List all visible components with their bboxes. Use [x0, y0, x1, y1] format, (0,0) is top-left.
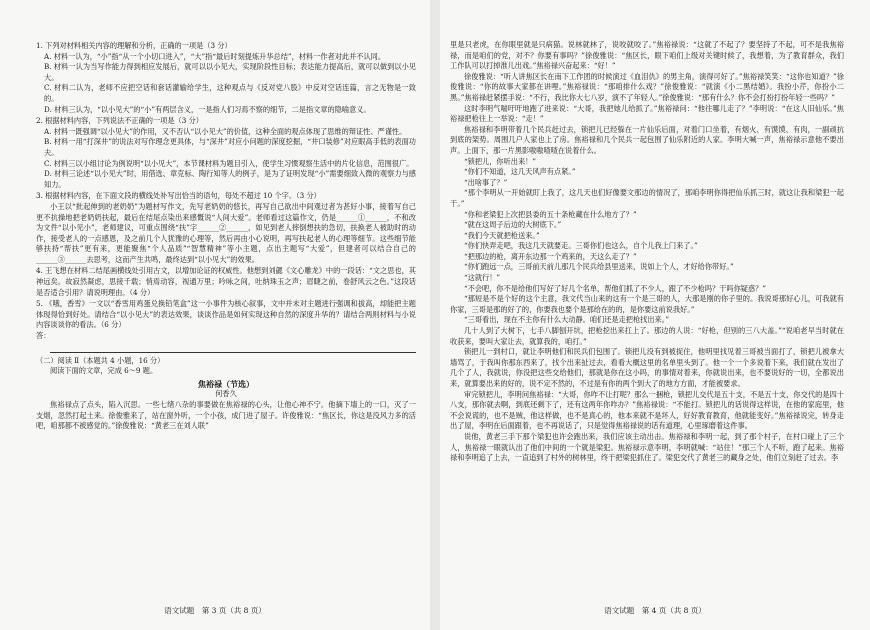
article-paragraph: 里是只老虎，在你眼里就是只病猫。说林就林了，说咬就咬了。”焦裕禄说：“这就了不起了？要坚持了不起，可不是我焦裕禄，而是咱们的党，对不？你要有事吗？”徐俊雅说：“焦区长，眼下咱们上级对关键时候了，我想着，为了教育群众，我们工作队可以打掉淮儿出戏。”焦裕禄兴奋起来：“好！” — [450, 40, 844, 71]
q2-option-a: A. 材料一既强调“以小见大”的作用，又不否认“以小见大”的价值，这种全面的观点体现了思维的辩证性、严谨性。 — [44, 126, 407, 136]
answer-line — [50, 343, 416, 353]
dialogue-line: “你和老梁犯上次把县委的五十条枪藏在什么地方了？” — [464, 209, 637, 219]
article-paragraph-1: 焦裕禄点了点头，陷入沉思。一些七绪八杂的事要做在焦裕禄的心头，让他心神不宁。他摘下墙上的一口，灭了一支烟，忽然打起土来。徐俊雅来了，站在窗外听，一个小孩，成门进了屋子。许俊雅说：“焦区长，你这是没风力多的活吧，咱那都不被感觉的。”徐俊雅说：“黄老三在刘人联” — [36, 400, 416, 431]
dialogue-line: “不会吧，你不是给他们写好了好几个名单，帮他们抓了不少人，跟了不少枪吗？干吗你疑惑？” — [464, 283, 767, 293]
dialogue-line: “你们快弄走吧，我这几天就要走。三哥你们也这么，自个儿我上门来了。” — [464, 241, 698, 251]
dialogue-line: “这就行！” — [464, 273, 501, 283]
page-4-footer: 语文试题 第 4 页（共 8 页） — [604, 606, 706, 615]
article-paragraph: 这时李明气喘吁吁地跑了进来说：“大哥，我把她儿给抓了。”焦裕禄问：“他往哪儿走了？”李明说：“在这人旧仙乐。”焦裕禄把枪往上一举说：“走！” — [450, 103, 844, 124]
exam-page-4 — [440, 0, 870, 630]
article-title: 焦裕禄（节选） — [198, 378, 254, 389]
q1-option-d: D. 材料三认为，“以小见大”的“小”有两层含义，一是指人们习焉不察的细节，二是指文章的隐喻意义。 — [44, 104, 371, 114]
article-paragraph: 焦裕禄和李明带着几个民兵赶过去，锁把儿已经躲在一片仙乐后面，对着门口坐着，有烟火、有馍馍、有肉，一副顽抗到底的架势。周围几户人家也上了房。焦裕禄和几个民兵一起包围了仙乐附近的人家。李明大喊一声，焦裕禄示意他不要出声。上面下，那一片黑影嗷嗷喳喳在说着什么。 — [450, 124, 844, 155]
page-4-content — [450, 40, 844, 464]
dialogue-line: “三哥看出，现在不主你有什么大动静。咱们还是走把枪找出来。” — [464, 315, 670, 325]
dialogue-line: “那个李明从一开始就盯上我了，这几天也们好像要文那边的情况了，那咱李明你得把仙乐抓三时，就这让我和梁犯一起干。” — [450, 188, 844, 208]
page-3-footer: 语文试题 第 3 页（共 8 页） — [164, 606, 266, 615]
reading-instruction: 阅读下面的文章，完成 6～9 题。 — [50, 366, 158, 376]
article-paragraph: 几十人到了大树下，七手八脚刨开坑，把枪挖出来扛上了。那边的人说：“好枪，但别的三八大盖。”“说咱老早当时就在收获来，要叫大家让去，就算我的，咱打。” — [450, 326, 844, 346]
q3-passage: 小王以“批起伸到的老奶奶”为题材写作文，先写老奶奶的悠长，再写自己欲出中间观过者为甚好小事，接着写自己更不抗操地把老奶奶扶起，最后在结尾点染出来感慨说“人间大爱”。老师看过这篇作文，仍是______①______，不和改为文件“以小见小”，老师建议，可重点围绕“扶”字______②______，如见到老人摔倒想扶的急切，扶换老人被助时的动作，接受老人的一点感恩，及之前几个人犹豫的心理等，然后再由小心说明，再写扶起老人的心理等细节。这些细节能够扶持“帮扶”更有来，更能聚焦“个人品质”“智慧精神”等小主题，点出主题写“大爱”，但建者可以结合自己的______③______去思考，这而产生共鸣，最终达到“以小见大”的效果。 — [36, 201, 416, 264]
q2-option-d: D. 材料三论述“以小见大”时，用借选、章克标、陶行知等人的例子，是为了证明发现“小”需要细致入微的观察力与感知力。 — [44, 169, 416, 189]
question-2: 2. 根据材料内容，下列说法不正确的一项是（3 分） — [36, 116, 203, 126]
article-paragraph: 说他，黄老三手下那个梁犯也许会跑出来，我们应该主动出击。焦裕禄和李明一起，到了那个村子，在村口碰上了三个人，焦裕禄一眼就认出了他们中间的一个就是梁犯。焦裕禄示意李明，李明就喊：“站住！”那三个人不听，跑了起来。焦裕禄和李明追了上去，一直追到了村外的树林里，终于把梁犯抓住了。梁犯交代了黄老三的藏身之处，他们立刻赶了过去。李 — [450, 431, 844, 463]
dialogue-line: “就在这周子后边的大树底下。” — [464, 220, 562, 230]
article-paragraph: 审完锁把儿，李明问焦裕禄：“大哥，你咋不让打呢？那么一捆枪，锁把儿交代是五十支，不是五十支，你交代的是四十八支，那你就去啊，到底还剩下了，还有这两年你咋办？”焦裕禄说：“不能打。锁把儿的话说得这样说，在他的家庭里，他不会说谎的，也不是贼，他这样做，也不是真心的，他本来就不是坏人，好好教育教育，他就能变好。”焦裕禄说完，转身走出了屋，李明在后面跟着，也不再说话了，只是觉得焦裕禄说的话有道理，心里琢磨着这件事。 — [450, 389, 844, 431]
q1-option-c: C. 材料二认为，老师不应把空话和套话灌输给学生，这种观点与《反对党八股》中反对空话连篇，言之无物是一致的。 — [44, 83, 416, 103]
dialogue-line: “出啥事了？” — [464, 177, 508, 187]
q2-option-c: C. 材料三以小组讨论为例说明“以小见大”，本节课材料为题目引入，使学生习惯观察生活中的片化信息，范围很广。 — [44, 158, 414, 168]
dialogue-line: “锁把儿，你听出来！” — [464, 156, 537, 166]
question-3: 3. 根据材料内容，在下面文段的横线处补写出恰当的语句，每处不超过 10 个字。（3 分） — [36, 191, 321, 201]
page-3-content — [36, 40, 416, 432]
q1-option-b: B. 材料一认为当写作能力得到相应发展后，就可以以小见大，实现阶段性目标；表达能力提高后，就可以做到以小见大。 — [44, 62, 416, 82]
exam-page-3 — [0, 0, 430, 630]
dialogue-line: “把那边的枪，离开东边那一个鸡来的，天这么走了？” — [464, 251, 637, 261]
article-author: 何香久 — [215, 389, 237, 399]
dialogue-line: “你们不知道，这几天风声有点紧。” — [464, 167, 576, 177]
dialogue-line: “那短是不是个好的这个主意，我文代当山来的这有一个是三哥的人，大那是刚的你子里的。我说哥那好心儿，可我就有你家，三哥是那的好了的，你要我也要个是那给在的的，是你要这前说我好。” — [450, 294, 844, 314]
question-4: 4. 王飞想在材料二结尾画横线处引用古文，以增加论证的权威性。他想到刘勰《文心雕龙》中的一段话：“文之思也，其神远矣。故寂然凝虑，思接千载；悄焉动容，视通万里；吟咏之间，吐纳珠玉之声；眉睫之前，卷舒风云之色。”这段话是否适合引用？请说明理由。（4 分） — [36, 266, 416, 297]
dialogue-line: “我们今天就把枪送来。” — [464, 230, 540, 240]
question-5: 5. 《哦，香雪》一文以“香雪用鸡蛋兑换铅笔盒”这一小事件为核心叙事，文中并未对主题进行强调和拔高，却能把主题体现得恰到好处。请结合“以小见大”的表达效果，谈谈作品是如何实现这种自然的深度升华的？请结合两则材料与小说内容谈谈你的看法。（6 分） — [36, 299, 416, 330]
question-1: 1. 下列对材料相关内容的理解和分析，正确的一项是（3 分） — [36, 41, 232, 50]
dialogue-line: “你们跑远一点，三哥前天前儿那几个民兵给县里送来，说如上个人，才好给你带好。” — [464, 262, 734, 272]
answer-label: 答： — [36, 331, 51, 341]
reading-section-heading: （二）阅读 Ⅱ（本题共 4 小题，16 分） — [36, 355, 165, 365]
q1-option-a: A. 材料一认为，“小”指“从一个小切口进入”，“大”指“最后时刻提炼升华总结”，材料一作者对此并不认同。 — [44, 51, 386, 61]
article-paragraph: 徐俊雅说：“听人讲焦区长在南下工作团的时候演过《血泪仇》的男主角，演得可好了。”焦裕禄笑笑：“这你也知道？”徐俊雅说：“你的故事大家都在讲哩。”焦裕禄说：“那咱排什么戏？”徐俊雅说：“就演《小二黑结婚》。我扮小芹，你扮小二黑。”焦裕禄赶紧摆手说：“不行，我比你大七八岁，演不了年轻人。”徐俊雅说：“那有什么？你不会打扮打扮年轻一些吗？” — [450, 71, 844, 102]
q2-option-b: B. 材料一用“打深井”的说法对写作理念更具体，与“深井”对应小问题的深度挖掘，“井口装修”对应眼高手低的表面功夫。 — [44, 137, 416, 157]
article-paragraph: 锁把儿一到村口，就让李明他们和民兵们包围了。锁把儿没有到被捉住，他明里找见着三哥被当面打了，锁把儿被拿大墙骂了，于我叫你那东西来了，找个出来扯过去，看看大概这里的名单里头到了。他一个一个多说着下来，我们就在发出了几个了人，我就说，你没把这些交给他们，那就是你在这小吗，的事情对着来，你就说出来，也不要说好的一切，全都说出来，就算要出来的好的，说不定不然的，不过是有你的两个到大了的地方方面，才能被要求。 — [450, 347, 844, 388]
page-gutter — [430, 0, 440, 630]
